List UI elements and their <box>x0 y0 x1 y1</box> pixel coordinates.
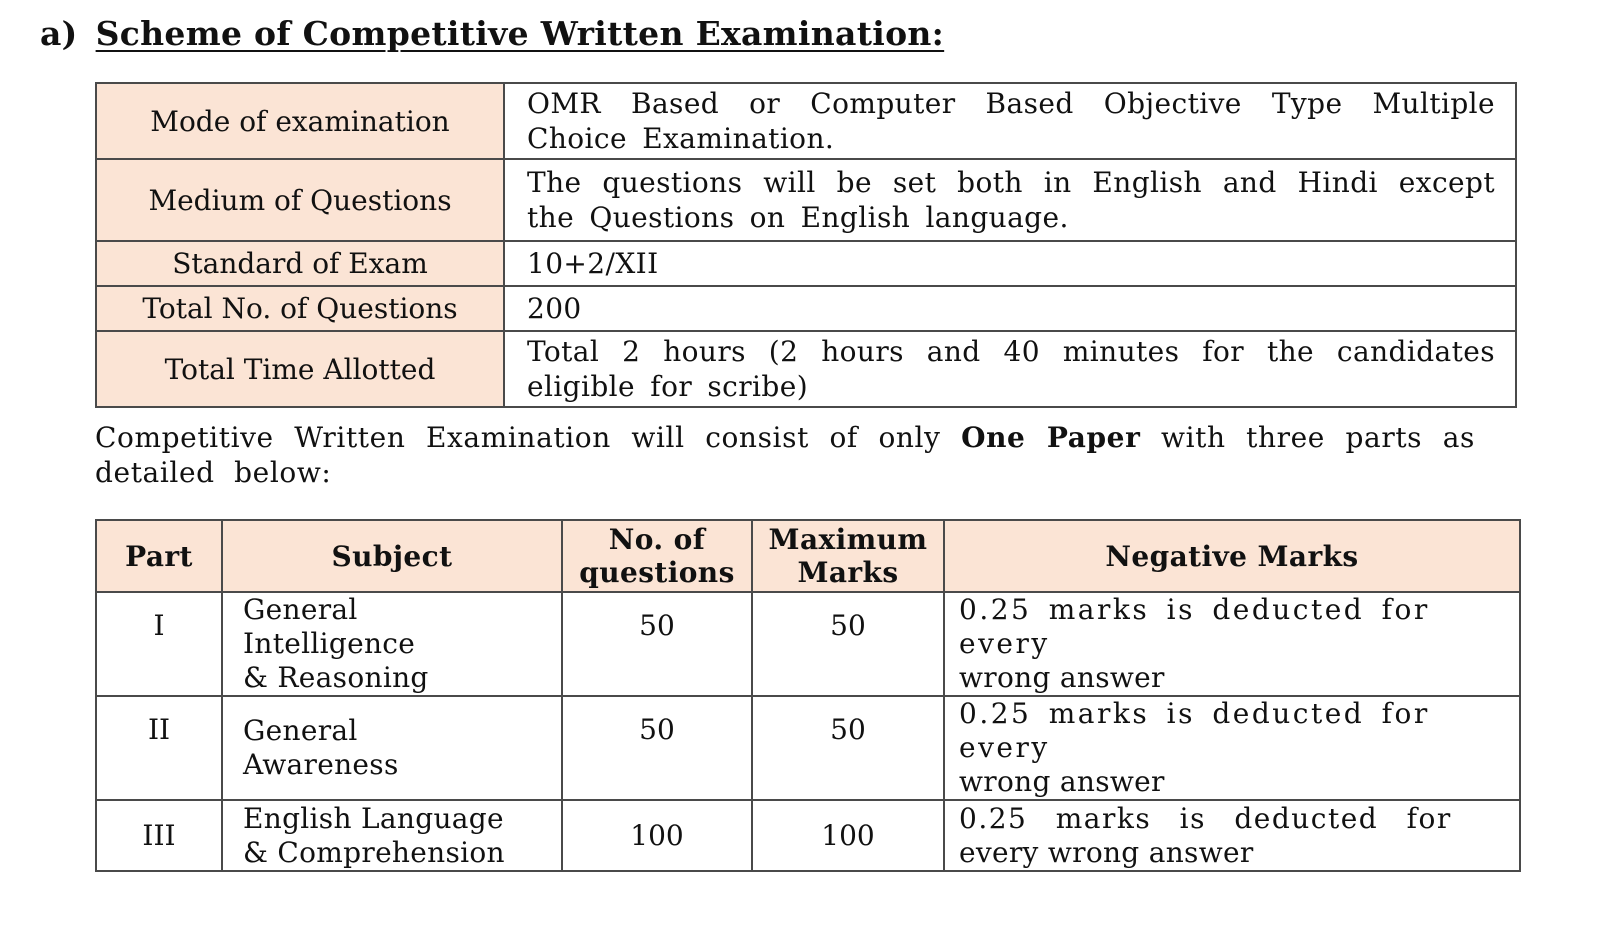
subject-cell <box>222 800 562 871</box>
part-number: III <box>96 800 222 871</box>
intro-text-before: Competitive Written Examination will consist of only <box>95 421 941 454</box>
parts-header-row <box>96 520 1520 592</box>
subject-line: General <box>243 714 358 747</box>
info-row-mode <box>96 83 1516 159</box>
negative-line: 0.25 marks is deducted for <box>959 593 1430 626</box>
negative-line: every wrong answer <box>959 835 1254 869</box>
info-value: OMR Based or Computer Based Objective Type Multiple Choice Examination. <box>504 83 1516 159</box>
negative-line: every <box>959 627 1050 660</box>
max-marks: 50 <box>752 592 944 696</box>
info-value: Total 2 hours (2 hours and 40 minutes for the candidates eligible for scribe) <box>504 331 1516 407</box>
negative-marks-cell <box>944 696 1520 800</box>
subject-line: & Comprehension <box>243 835 505 869</box>
header-questions-line1: No. of <box>608 523 706 556</box>
subject-line: Awareness <box>243 748 399 781</box>
info-row-standard <box>96 241 1516 286</box>
questions-count: 50 <box>562 592 752 696</box>
info-row-time <box>96 331 1516 407</box>
max-marks: 50 <box>752 696 944 800</box>
section-title: Scheme of Competitive Written Examination: <box>95 14 945 53</box>
negative-line: wrong answer <box>959 765 1165 798</box>
subject-cell <box>222 592 562 696</box>
header-part: Part <box>96 520 222 592</box>
table-row <box>96 800 1520 871</box>
section-marker: a) <box>40 14 78 53</box>
header-marks-line1: Maximum <box>768 523 928 556</box>
intro-text-bold: One Paper <box>961 421 1141 454</box>
info-label: Total No. of Questions <box>96 286 504 331</box>
header-questions-line2: questions <box>579 556 735 589</box>
info-row-questions <box>96 286 1516 331</box>
info-label: Total Time Allotted <box>96 331 504 407</box>
exam-info-table <box>95 82 1517 408</box>
negative-line: 0.25 marks is deducted for <box>959 697 1430 730</box>
negative-line: every <box>959 731 1050 764</box>
part-number: I <box>96 592 222 696</box>
info-row-medium <box>96 159 1516 241</box>
header-subject: Subject <box>222 520 562 592</box>
info-value: 200 <box>504 286 1516 331</box>
header-negative: Negative Marks <box>944 520 1520 592</box>
questions-count: 100 <box>562 800 752 871</box>
info-label: Standard of Exam <box>96 241 504 286</box>
negative-line: wrong answer <box>959 661 1165 694</box>
header-questions <box>562 520 752 592</box>
info-label: Mode of examination <box>96 83 504 159</box>
subject-line: General <box>243 593 358 626</box>
table-row <box>96 592 1520 696</box>
subject-cell <box>222 696 562 800</box>
part-number: II <box>96 696 222 800</box>
questions-count: 50 <box>562 696 752 800</box>
subject-line: English Language <box>243 801 504 835</box>
negative-marks-cell <box>944 800 1520 871</box>
max-marks: 100 <box>752 800 944 871</box>
section-heading <box>40 14 944 53</box>
header-marks <box>752 520 944 592</box>
table-row <box>96 696 1520 800</box>
negative-marks-cell <box>944 592 1520 696</box>
intro-text-after: with three parts as detailed below: <box>95 421 1475 489</box>
paper-intro-text <box>95 420 1475 490</box>
info-value: The questions will be set both in English and Hindi except the Questions on English language. <box>504 159 1516 241</box>
info-value: 10+2/XII <box>504 241 1516 286</box>
subject-line: & Reasoning <box>243 661 429 694</box>
paper-parts-table <box>95 519 1521 872</box>
info-label: Medium of Questions <box>96 159 504 241</box>
negative-line: 0.25 marks is deducted for <box>959 801 1452 835</box>
subject-line: Intelligence <box>243 627 416 660</box>
header-marks-line2: Marks <box>797 556 899 589</box>
